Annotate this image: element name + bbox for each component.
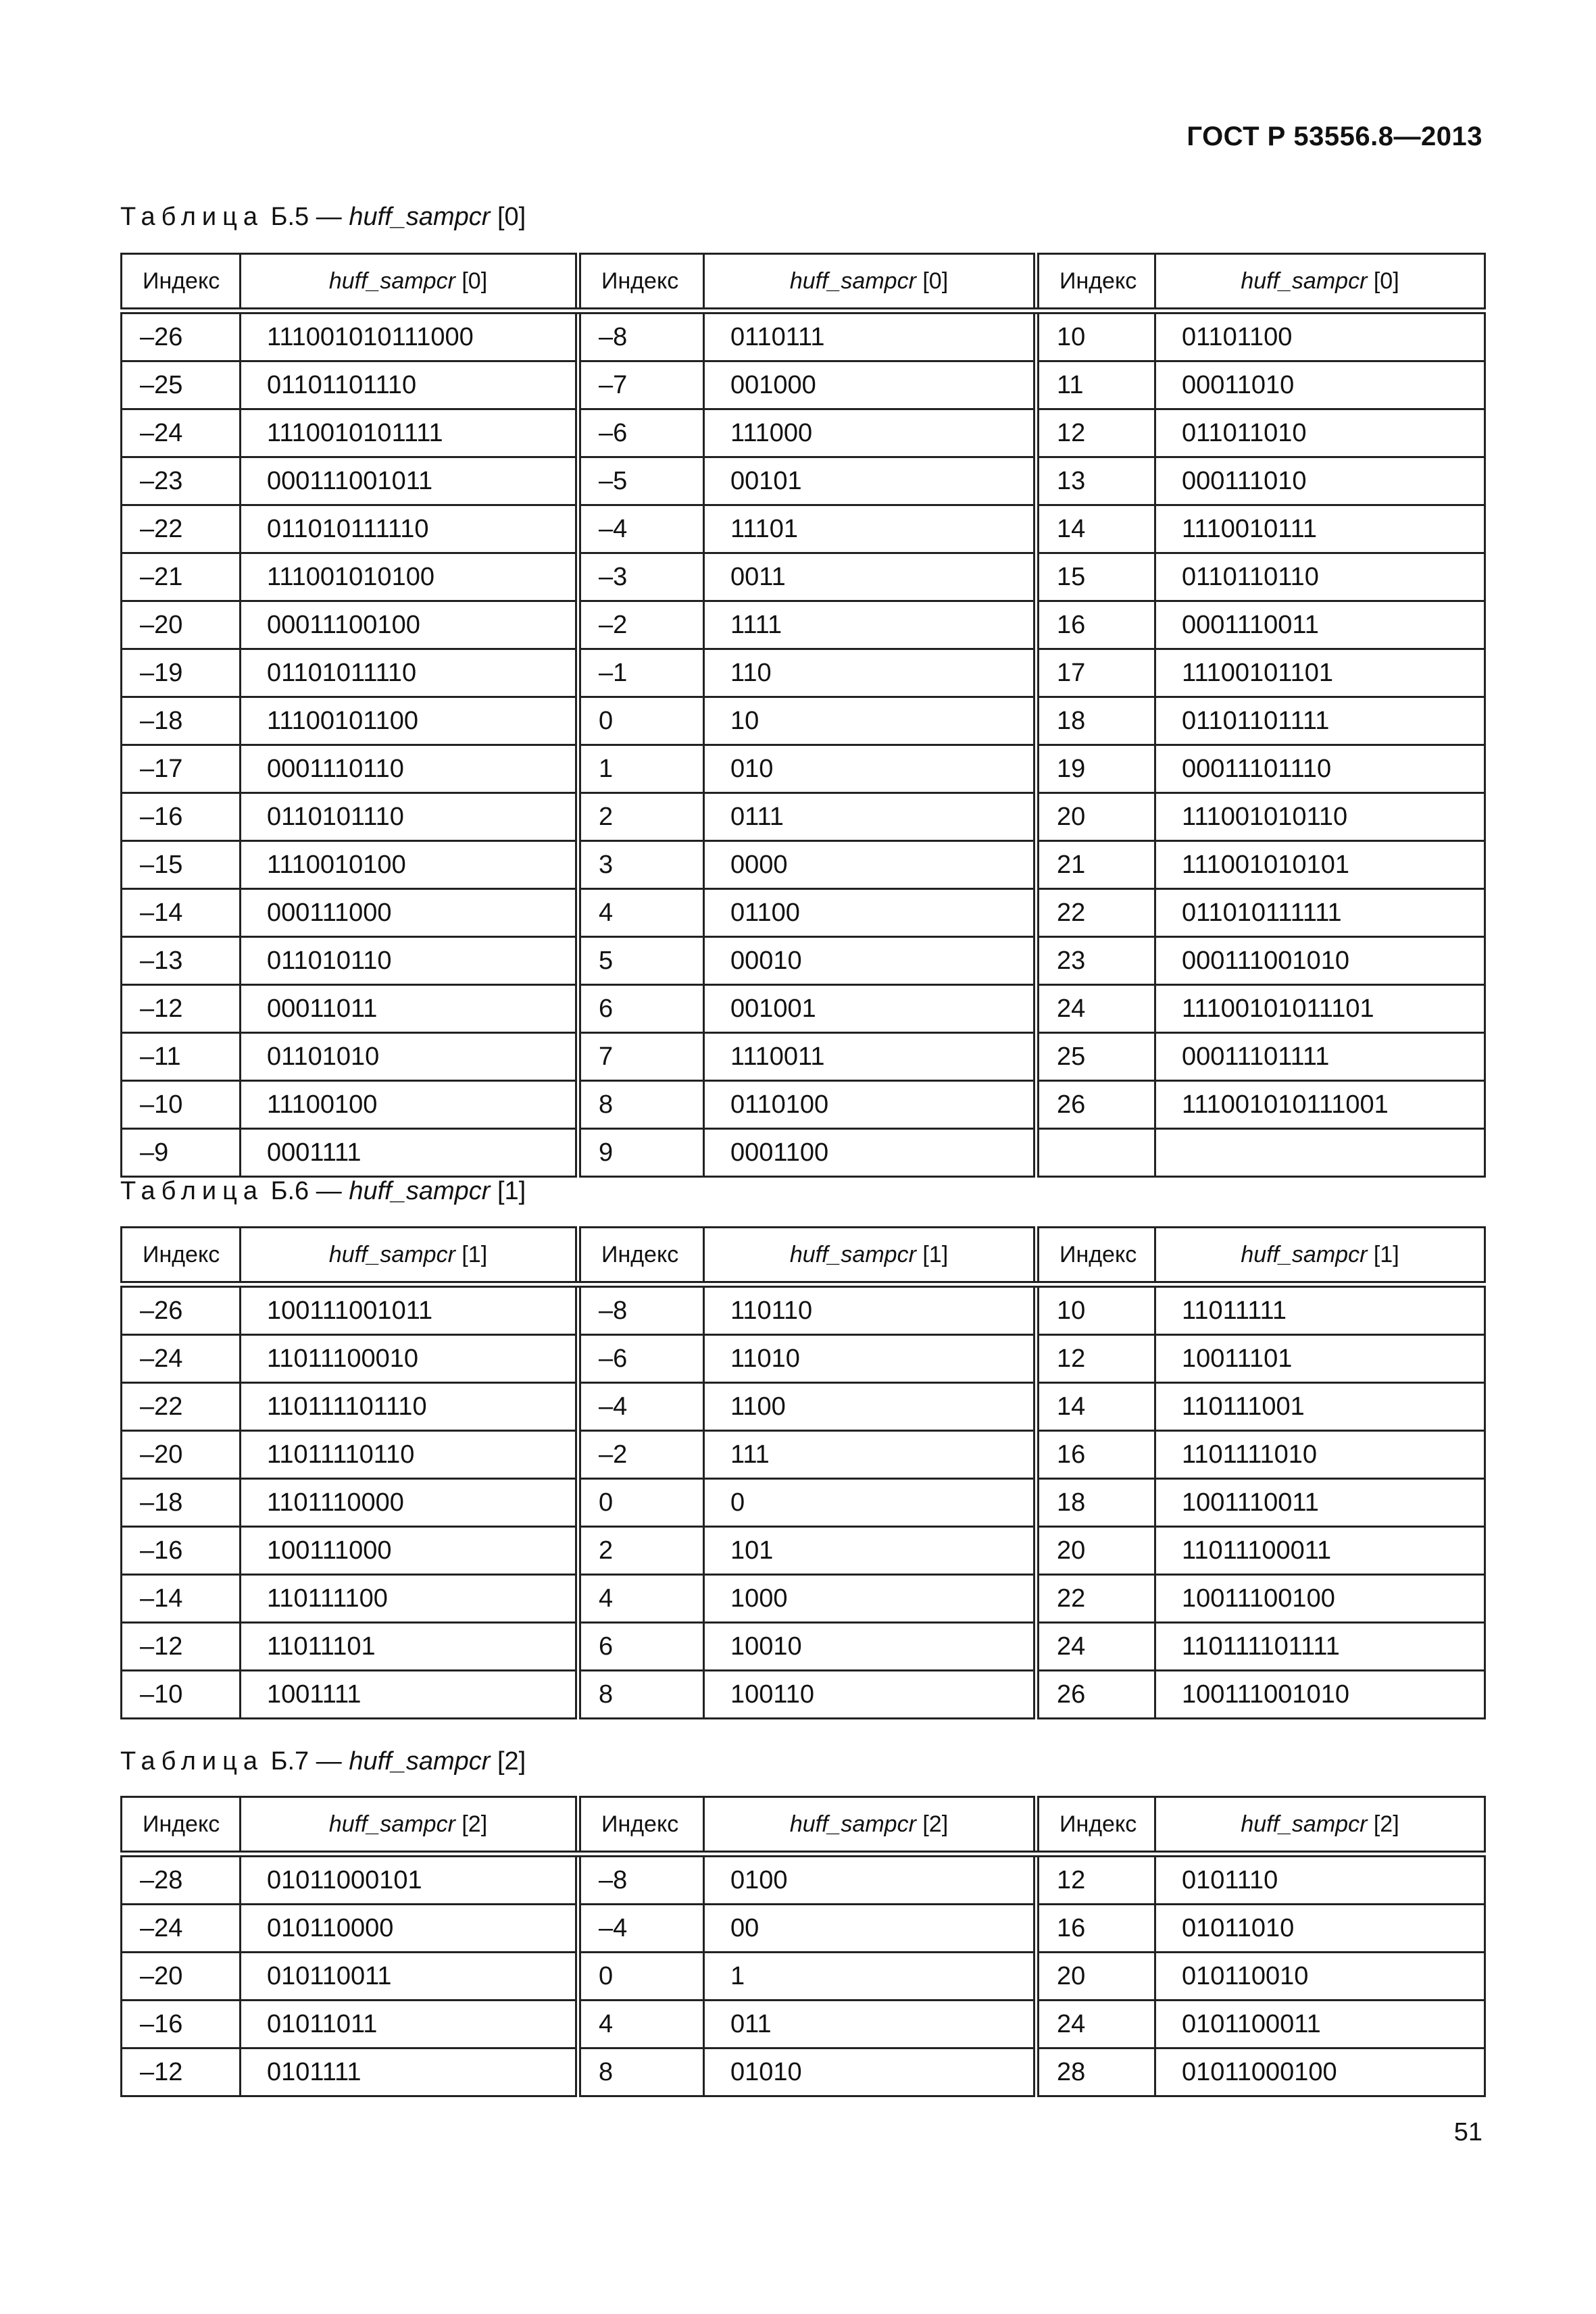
index-cell: 26 bbox=[1037, 1081, 1155, 1129]
index-cell: 0 bbox=[578, 1479, 704, 1527]
index-cell: –24 bbox=[122, 1905, 241, 1953]
index-cell: –16 bbox=[122, 793, 241, 841]
codeword-cell: 11011110110 bbox=[241, 1431, 578, 1479]
codeword-cell: 1001111 bbox=[241, 1671, 578, 1719]
codeword-cell: 111001010111001 bbox=[1155, 1081, 1485, 1129]
index-cell: 20 bbox=[1037, 1527, 1155, 1575]
codeword-cell: 11011101 bbox=[241, 1623, 578, 1671]
index-cell: 16 bbox=[1037, 1431, 1155, 1479]
index-cell: –13 bbox=[122, 937, 241, 985]
index-cell: –14 bbox=[122, 889, 241, 937]
index-cell: –15 bbox=[122, 841, 241, 889]
index-cell: –19 bbox=[122, 649, 241, 697]
index-cell: 2 bbox=[578, 793, 704, 841]
column-header-index: Индекс bbox=[122, 1797, 241, 1855]
index-cell: –25 bbox=[122, 361, 241, 409]
table-row bbox=[122, 505, 1485, 553]
codeword-cell: 110 bbox=[704, 649, 1037, 697]
index-cell: –9 bbox=[122, 1129, 241, 1177]
index-cell: –23 bbox=[122, 457, 241, 505]
table-caption: Таблица Б.5 — huff_sampcr [0] bbox=[120, 203, 526, 231]
codeword-cell: 10 bbox=[704, 697, 1037, 745]
codeword-cell: 100111000 bbox=[241, 1527, 578, 1575]
codeword-cell: 0100 bbox=[704, 1854, 1037, 1905]
table-row bbox=[122, 457, 1485, 505]
codeword-cell: 100111001011 bbox=[241, 1284, 578, 1335]
codeword-cell: 11011111 bbox=[1155, 1284, 1485, 1335]
index-cell: 4 bbox=[578, 1575, 704, 1623]
codeword-cell: 000111010 bbox=[1155, 457, 1485, 505]
index-cell: 12 bbox=[1037, 1335, 1155, 1383]
codeword-cell: 1110011 bbox=[704, 1033, 1037, 1081]
index-cell: 17 bbox=[1037, 649, 1155, 697]
codeword-cell: 1000 bbox=[704, 1575, 1037, 1623]
codeword-cell: 0101110 bbox=[1155, 1854, 1485, 1905]
index-cell: –8 bbox=[578, 311, 704, 361]
codeword-cell: 0001110011 bbox=[1155, 601, 1485, 649]
index-cell: –2 bbox=[578, 601, 704, 649]
codeword-cell: 00011100100 bbox=[241, 601, 578, 649]
codeword-cell: 11100101011101 bbox=[1155, 985, 1485, 1033]
codeword-cell: 00 bbox=[704, 1905, 1037, 1953]
table-row bbox=[122, 1854, 1485, 1905]
page-number: 51 bbox=[1453, 2118, 1482, 2146]
codeword-cell: 0110101110 bbox=[241, 793, 578, 841]
codeword-cell: 00011010 bbox=[1155, 361, 1485, 409]
index-cell: –12 bbox=[122, 2048, 241, 2096]
codeword-cell: 0101100011 bbox=[1155, 2001, 1485, 2048]
column-header-code: huff_sampcr [2] bbox=[704, 1797, 1037, 1855]
index-cell: 20 bbox=[1037, 1953, 1155, 2001]
column-header-code: huff_sampcr [0] bbox=[241, 254, 578, 311]
codeword-cell: 0110100 bbox=[704, 1081, 1037, 1129]
codeword-cell: 0001110110 bbox=[241, 745, 578, 793]
index-cell: –12 bbox=[122, 985, 241, 1033]
codeword-cell: 00011101111 bbox=[1155, 1033, 1485, 1081]
column-header-index: Индекс bbox=[578, 1797, 704, 1855]
index-cell: 20 bbox=[1037, 793, 1155, 841]
index-cell: 5 bbox=[578, 937, 704, 985]
table-row bbox=[122, 1671, 1485, 1719]
column-header-index: Индекс bbox=[1037, 254, 1155, 311]
index-cell: –11 bbox=[122, 1033, 241, 1081]
codeword-cell: 1001110011 bbox=[1155, 1479, 1485, 1527]
table-row bbox=[122, 361, 1485, 409]
codeword-cell: 111001010101 bbox=[1155, 841, 1485, 889]
index-cell: –4 bbox=[578, 505, 704, 553]
codeword-cell: 100110 bbox=[704, 1671, 1037, 1719]
codeword-cell: 10011101 bbox=[1155, 1335, 1485, 1383]
codeword-cell: 00011101110 bbox=[1155, 745, 1485, 793]
codeword-cell: 111000 bbox=[704, 409, 1037, 457]
codeword-cell: 01101011110 bbox=[241, 649, 578, 697]
codeword-cell: 10010 bbox=[704, 1623, 1037, 1671]
codeword-cell: 11011100010 bbox=[241, 1335, 578, 1383]
codeword-cell: 0001111 bbox=[241, 1129, 578, 1177]
codeword-cell: 011010111110 bbox=[241, 505, 578, 553]
column-header-code: huff_sampcr [2] bbox=[1155, 1797, 1485, 1855]
index-cell: 24 bbox=[1037, 985, 1155, 1033]
table-row bbox=[122, 1383, 1485, 1431]
index-cell: 2 bbox=[578, 1527, 704, 1575]
codeword-cell: 010 bbox=[704, 745, 1037, 793]
index-cell: 22 bbox=[1037, 889, 1155, 937]
codeword-cell: 011011010 bbox=[1155, 409, 1485, 457]
index-cell: 10 bbox=[1037, 311, 1155, 361]
table-row bbox=[122, 1129, 1485, 1177]
index-cell: –4 bbox=[578, 1905, 704, 1953]
index-cell: –10 bbox=[122, 1081, 241, 1129]
table-row bbox=[122, 1623, 1485, 1671]
codeword-cell: 1101110000 bbox=[241, 1479, 578, 1527]
table-row bbox=[122, 1527, 1485, 1575]
table-row bbox=[122, 1033, 1485, 1081]
table-header-row bbox=[122, 1797, 1485, 1855]
index-cell: 15 bbox=[1037, 553, 1155, 601]
index-cell: 18 bbox=[1037, 697, 1155, 745]
table-row bbox=[122, 1575, 1485, 1623]
column-header-code: huff_sampcr [0] bbox=[1155, 254, 1485, 311]
column-header-index: Индекс bbox=[578, 1228, 704, 1285]
index-cell: 8 bbox=[578, 1081, 704, 1129]
index-cell: 14 bbox=[1037, 505, 1155, 553]
index-cell: –22 bbox=[122, 505, 241, 553]
index-cell: 11 bbox=[1037, 361, 1155, 409]
index-cell: 6 bbox=[578, 1623, 704, 1671]
index-cell: 16 bbox=[1037, 601, 1155, 649]
codeword-cell: 1110010101111 bbox=[241, 409, 578, 457]
codeword-cell: 011 bbox=[704, 2001, 1037, 2048]
index-cell: 10 bbox=[1037, 1284, 1155, 1335]
codeword-cell: 01011000100 bbox=[1155, 2048, 1485, 2096]
table-row bbox=[122, 1284, 1485, 1335]
index-cell: 4 bbox=[578, 2001, 704, 2048]
index-cell: 9 bbox=[578, 1129, 704, 1177]
column-header-index: Индекс bbox=[122, 254, 241, 311]
column-header-index: Индекс bbox=[1037, 1797, 1155, 1855]
index-cell: –2 bbox=[578, 1431, 704, 1479]
index-cell: –26 bbox=[122, 1284, 241, 1335]
codeword-cell: 010110010 bbox=[1155, 1953, 1485, 2001]
codeword-cell: 11100101101 bbox=[1155, 649, 1485, 697]
index-cell: 12 bbox=[1037, 1854, 1155, 1905]
index-cell: 26 bbox=[1037, 1671, 1155, 1719]
index-cell: –17 bbox=[122, 745, 241, 793]
codeword-cell: 0 bbox=[704, 1479, 1037, 1527]
index-cell: 18 bbox=[1037, 1479, 1155, 1527]
index-cell bbox=[1037, 1129, 1155, 1177]
codeword-cell: 01101010 bbox=[241, 1033, 578, 1081]
table-header-row bbox=[122, 1228, 1485, 1285]
codeword-cell: 000111001011 bbox=[241, 457, 578, 505]
codeword-cell: 11100101100 bbox=[241, 697, 578, 745]
column-header-code: huff_sampcr [0] bbox=[704, 254, 1037, 311]
index-cell: –16 bbox=[122, 2001, 241, 2048]
index-cell: –6 bbox=[578, 409, 704, 457]
codeword-cell bbox=[1155, 1129, 1485, 1177]
index-cell: –20 bbox=[122, 1953, 241, 2001]
index-cell: 28 bbox=[1037, 2048, 1155, 2096]
table-row bbox=[122, 841, 1485, 889]
codeword-cell: 000111000 bbox=[241, 889, 578, 937]
codeword-cell: 00010 bbox=[704, 937, 1037, 985]
index-cell: 8 bbox=[578, 2048, 704, 2096]
index-cell: –7 bbox=[578, 361, 704, 409]
codeword-cell: 1100 bbox=[704, 1383, 1037, 1431]
index-cell: –4 bbox=[578, 1383, 704, 1431]
codeword-cell: 011010111111 bbox=[1155, 889, 1485, 937]
codeword-cell: 01011010 bbox=[1155, 1905, 1485, 1953]
table-row bbox=[122, 745, 1485, 793]
index-cell: –1 bbox=[578, 649, 704, 697]
codeword-cell: 0001100 bbox=[704, 1129, 1037, 1177]
codeword-cell: 1101111010 bbox=[1155, 1431, 1485, 1479]
table-row bbox=[122, 311, 1485, 361]
index-cell: –24 bbox=[122, 1335, 241, 1383]
index-cell: –6 bbox=[578, 1335, 704, 1383]
document-code: ГОСТ Р 53556.8—2013 bbox=[1187, 122, 1482, 151]
codeword-cell: 111 bbox=[704, 1431, 1037, 1479]
index-cell: 3 bbox=[578, 841, 704, 889]
index-cell: –8 bbox=[578, 1284, 704, 1335]
codeword-cell: 0110110110 bbox=[1155, 553, 1485, 601]
huffman-table bbox=[120, 1226, 1486, 1719]
codeword-cell: 10011100100 bbox=[1155, 1575, 1485, 1623]
index-cell: –28 bbox=[122, 1854, 241, 1905]
table-row bbox=[122, 793, 1485, 841]
codeword-cell: 011010110 bbox=[241, 937, 578, 985]
index-cell: –3 bbox=[578, 553, 704, 601]
column-header-code: huff_sampcr [1] bbox=[704, 1228, 1037, 1285]
codeword-cell: 000111001010 bbox=[1155, 937, 1485, 985]
codeword-cell: 111001010110 bbox=[1155, 793, 1485, 841]
index-cell: 1 bbox=[578, 745, 704, 793]
codeword-cell: 01101101110 bbox=[241, 361, 578, 409]
codeword-cell: 110111001 bbox=[1155, 1383, 1485, 1431]
index-cell: –14 bbox=[122, 1575, 241, 1623]
index-cell: –20 bbox=[122, 1431, 241, 1479]
index-cell: 19 bbox=[1037, 745, 1155, 793]
codeword-cell: 111001010100 bbox=[241, 553, 578, 601]
codeword-cell: 00011011 bbox=[241, 985, 578, 1033]
index-cell: 24 bbox=[1037, 1623, 1155, 1671]
codeword-cell: 110111100 bbox=[241, 1575, 578, 1623]
index-cell: –20 bbox=[122, 601, 241, 649]
table-caption: Таблица Б.6 — huff_sampcr [1] bbox=[120, 1177, 526, 1205]
table-row bbox=[122, 2048, 1485, 2096]
index-cell: –22 bbox=[122, 1383, 241, 1431]
codeword-cell: 11011100011 bbox=[1155, 1527, 1485, 1575]
index-cell: 12 bbox=[1037, 409, 1155, 457]
table-row bbox=[122, 1431, 1485, 1479]
codeword-cell: 1111 bbox=[704, 601, 1037, 649]
codeword-cell: 0111 bbox=[704, 793, 1037, 841]
codeword-cell: 01011011 bbox=[241, 2001, 578, 2048]
codeword-cell: 0110111 bbox=[704, 311, 1037, 361]
index-cell: 7 bbox=[578, 1033, 704, 1081]
index-cell: –24 bbox=[122, 409, 241, 457]
index-cell: 25 bbox=[1037, 1033, 1155, 1081]
codeword-cell: 110111101110 bbox=[241, 1383, 578, 1431]
codeword-cell: 01011000101 bbox=[241, 1854, 578, 1905]
index-cell: 4 bbox=[578, 889, 704, 937]
huffman-table bbox=[120, 1796, 1486, 2097]
column-header-code: huff_sampcr [1] bbox=[1155, 1228, 1485, 1285]
codeword-cell: 01010 bbox=[704, 2048, 1037, 2096]
table-row bbox=[122, 649, 1485, 697]
column-header-index: Индекс bbox=[578, 254, 704, 311]
column-header-code: huff_sampcr [2] bbox=[241, 1797, 578, 1855]
index-cell: –26 bbox=[122, 311, 241, 361]
huffman-table bbox=[120, 253, 1486, 1178]
codeword-cell: 01101100 bbox=[1155, 311, 1485, 361]
codeword-cell: 0011 bbox=[704, 553, 1037, 601]
codeword-cell: 01100 bbox=[704, 889, 1037, 937]
index-cell: 21 bbox=[1037, 841, 1155, 889]
table-row bbox=[122, 2001, 1485, 2048]
index-cell: 13 bbox=[1037, 457, 1155, 505]
index-cell: 23 bbox=[1037, 937, 1155, 985]
index-cell: 0 bbox=[578, 697, 704, 745]
index-cell: 8 bbox=[578, 1671, 704, 1719]
table-row bbox=[122, 697, 1485, 745]
codeword-cell: 010110000 bbox=[241, 1905, 578, 1953]
codeword-cell: 00101 bbox=[704, 457, 1037, 505]
codeword-cell: 111001010111000 bbox=[241, 311, 578, 361]
index-cell: –12 bbox=[122, 1623, 241, 1671]
index-cell: 22 bbox=[1037, 1575, 1155, 1623]
codeword-cell: 110110 bbox=[704, 1284, 1037, 1335]
index-cell: 0 bbox=[578, 1953, 704, 2001]
codeword-cell: 110111101111 bbox=[1155, 1623, 1485, 1671]
codeword-cell: 11010 bbox=[704, 1335, 1037, 1383]
codeword-cell: 1110010111 bbox=[1155, 505, 1485, 553]
codeword-cell: 100111001010 bbox=[1155, 1671, 1485, 1719]
index-cell: –8 bbox=[578, 1854, 704, 1905]
codeword-cell: 001001 bbox=[704, 985, 1037, 1033]
table-row bbox=[122, 1479, 1485, 1527]
column-header-index: Индекс bbox=[122, 1228, 241, 1285]
codeword-cell: 001000 bbox=[704, 361, 1037, 409]
index-cell: 14 bbox=[1037, 1383, 1155, 1431]
table-row bbox=[122, 409, 1485, 457]
index-cell: –18 bbox=[122, 1479, 241, 1527]
codeword-cell: 01101101111 bbox=[1155, 697, 1485, 745]
codeword-cell: 010110011 bbox=[241, 1953, 578, 2001]
column-header-index: Индекс bbox=[1037, 1228, 1155, 1285]
table-row bbox=[122, 553, 1485, 601]
codeword-cell: 11101 bbox=[704, 505, 1037, 553]
table-row bbox=[122, 1335, 1485, 1383]
codeword-cell: 11100100 bbox=[241, 1081, 578, 1129]
codeword-cell: 101 bbox=[704, 1527, 1037, 1575]
table-row bbox=[122, 1905, 1485, 1953]
column-header-code: huff_sampcr [1] bbox=[241, 1228, 578, 1285]
index-cell: 16 bbox=[1037, 1905, 1155, 1953]
index-cell: –16 bbox=[122, 1527, 241, 1575]
codeword-cell: 1 bbox=[704, 1953, 1037, 2001]
table-row bbox=[122, 985, 1485, 1033]
table-row bbox=[122, 889, 1485, 937]
codeword-cell: 0101111 bbox=[241, 2048, 578, 2096]
codeword-cell: 1110010100 bbox=[241, 841, 578, 889]
table-row bbox=[122, 937, 1485, 985]
index-cell: –18 bbox=[122, 697, 241, 745]
table-header-row bbox=[122, 254, 1485, 311]
table-row bbox=[122, 1953, 1485, 2001]
index-cell: 24 bbox=[1037, 2001, 1155, 2048]
table-caption: Таблица Б.7 — huff_sampcr [2] bbox=[120, 1747, 526, 1776]
codeword-cell: 0000 bbox=[704, 841, 1037, 889]
table-row bbox=[122, 601, 1485, 649]
index-cell: –5 bbox=[578, 457, 704, 505]
table-row bbox=[122, 1081, 1485, 1129]
index-cell: 6 bbox=[578, 985, 704, 1033]
index-cell: –10 bbox=[122, 1671, 241, 1719]
index-cell: –21 bbox=[122, 553, 241, 601]
